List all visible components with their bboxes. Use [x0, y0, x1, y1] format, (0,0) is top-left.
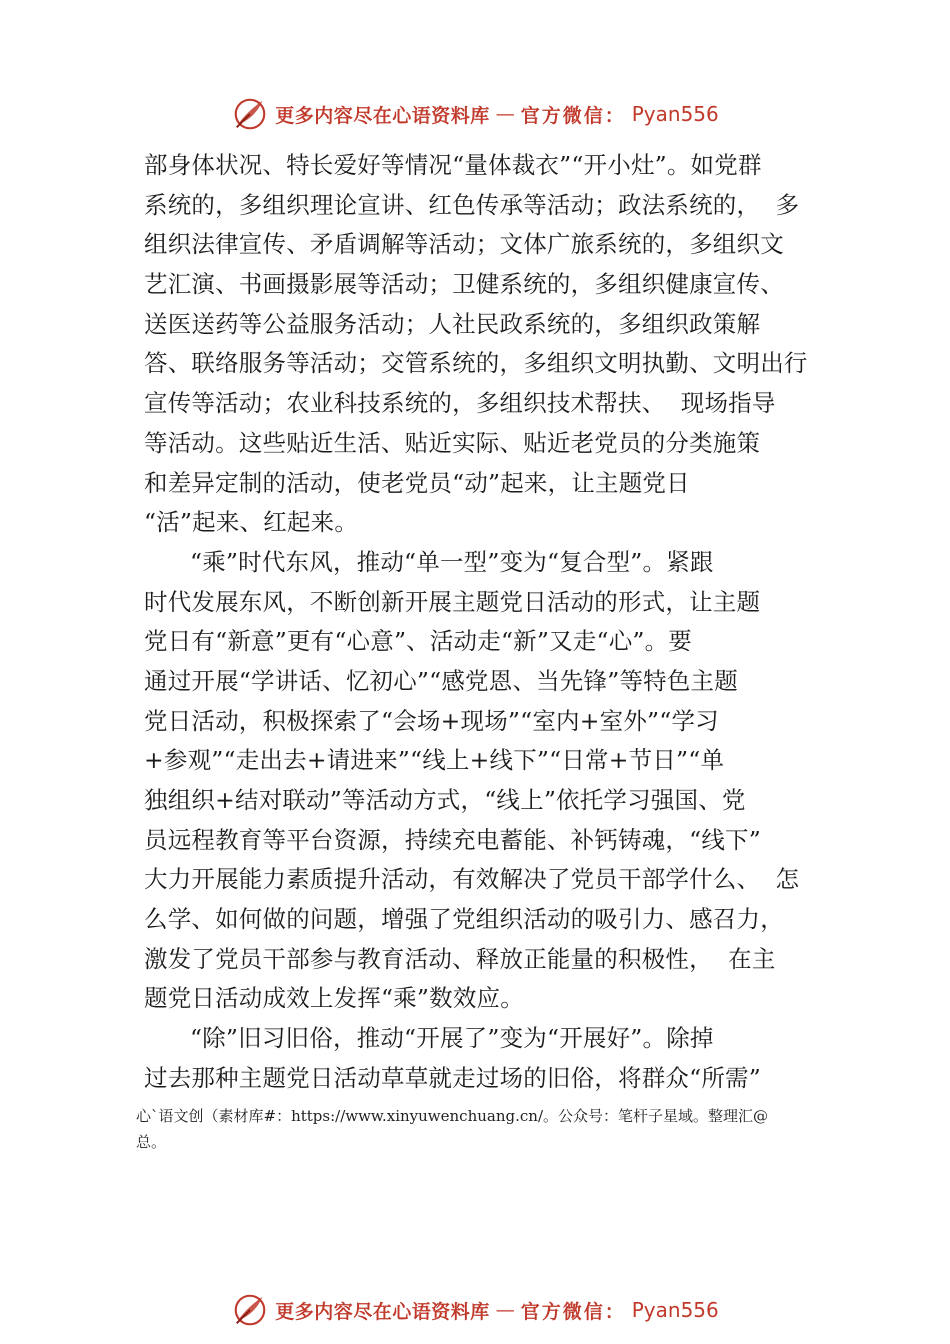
body-line: +参观”“走出去+请进来”“线上+线下”“日常+节日”“单	[144, 746, 725, 775]
banner-wechat-label: 官方微信：	[520, 1300, 626, 1323]
body-line: 过去那种主题党日活动草草就走过场的旧俗，将群众“所需”	[144, 1063, 761, 1092]
body-line: 员远程教育等平台资源，持续充电蓄能、补钙铸魂，“线下”	[144, 825, 761, 854]
banner-slogan: 更多内容尽在心语资料库	[275, 1300, 490, 1323]
feather-pen-logo-icon	[231, 95, 269, 133]
body-line: 答、联络服务等活动；交管系统的，多组织文明执勤、文明出行	[144, 349, 808, 378]
body-line: 党日有“新意”更有“心意”、活动走“新”又走“心”。要	[144, 627, 693, 656]
body-line: 题党日活动成效上发挥“乘”数效应。	[144, 984, 524, 1013]
body-line: 么学、如何做的问题，增强了党组织活动的吸引力、感召力，	[144, 905, 784, 934]
body-line: “乘”时代东风，推动“单一型”变为“复合型”。紧跟	[144, 547, 714, 576]
banner-separator: —	[495, 1299, 515, 1321]
body-line: 独组织+结对联动”等活动方式，“线上”依托学习强国、党	[144, 786, 746, 814]
feather-pen-logo-icon	[231, 1291, 269, 1329]
header-banner	[0, 92, 950, 136]
footnote-line: 总。	[136, 1133, 167, 1151]
source-footnote	[136, 1103, 836, 1155]
banner-wechat-id: Pyan556	[631, 1298, 719, 1322]
body-line: 组织法律宣传、矛盾调解等活动；文体广旅系统的，多组织文	[144, 230, 784, 259]
body-line: 送医送药等公益服务活动；人社民政系统的，多组织政策解	[144, 309, 761, 338]
body-line: 激发了党员干部参与教育活动、释放正能量的积极性， 在主	[144, 944, 776, 973]
body-line: 部身体状况、特长爱好等情况“量体裁衣”“开小灶”。如党群	[144, 151, 762, 179]
body-line: 大力开展能力素质提升活动，有效解决了党员干部学什么、 怎	[144, 865, 800, 894]
footnote-line: 心`语文创（素材库#：https://www.xinyuwenchuang.cn/。公众号：笔杆子星域。整理汇@	[136, 1107, 768, 1125]
body-line: 系统的，多组织理论宣讲、红色传承等活动；政法系统的， 多	[144, 190, 800, 219]
banner-slogan: 更多内容尽在心语资料库	[275, 104, 490, 127]
document-body	[144, 146, 824, 1099]
banner-wechat-id: Pyan556	[631, 102, 719, 126]
body-line: 时代发展东风，不断创新开展主题党日活动的形式，让主题	[144, 587, 761, 616]
body-line: 党日活动，积极探索了“会场+现场”“室内+室外”“学习	[144, 706, 719, 735]
body-line: “除”旧习旧俗，推动“开展了”变为“开展好”。除掉	[144, 1024, 714, 1053]
body-line: 通过开展“学讲话、忆初心”“感党恩、当先锋”等特色主题	[144, 666, 738, 695]
footer-banner	[0, 1288, 950, 1332]
banner-wechat-label: 官方微信：	[520, 104, 626, 127]
body-line: “活”起来、红起来。	[144, 508, 359, 537]
banner-separator: —	[495, 103, 515, 125]
body-line: 和差异定制的活动，使老党员“动”起来，让主题党日	[144, 468, 690, 497]
body-line: 等活动。这些贴近生活、贴近实际、贴近老党员的分类施策	[144, 428, 761, 457]
body-line: 艺汇演、书画摄影展等活动；卫健系统的，多组织健康宣传、	[144, 270, 784, 299]
body-line: 宣传等活动；农业科技系统的，多组织技术帮扶、 现场指导	[144, 389, 776, 418]
